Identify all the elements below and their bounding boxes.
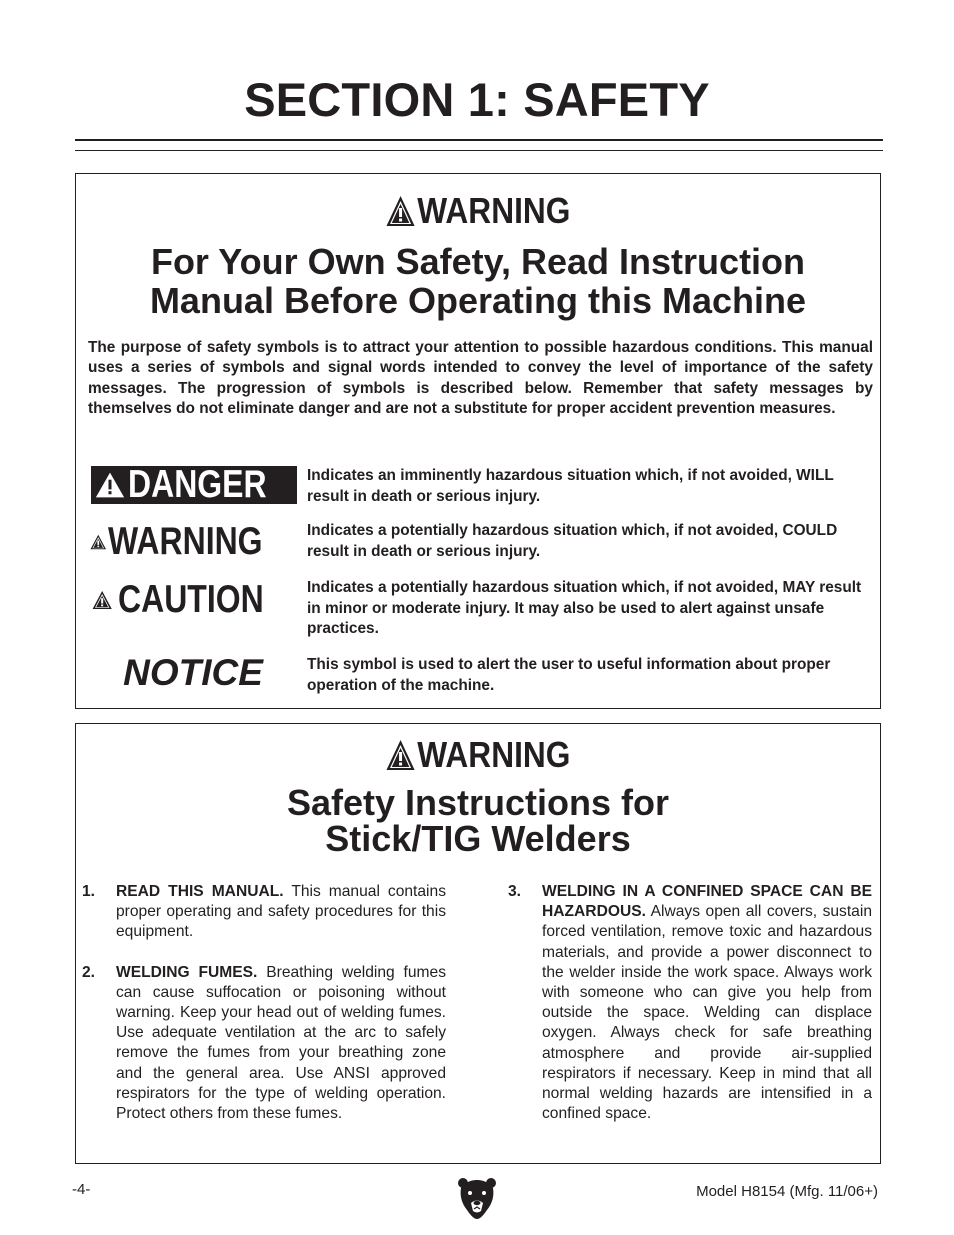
item-title: READ THIS MANUAL. bbox=[116, 883, 284, 900]
page-title: SECTION 1: SAFETY bbox=[244, 73, 710, 126]
item-body: Always open all covers, sustain forced ventilation, remove toxic and hazardous materials, and provide a power disconnect to the welder inside the work space. Always work with someone who can give you help from outside the space. Welding can displace oxygen. Always check for safe breathing atmosphere and provide air-supplied respirators if necessary. Keep in mind that all normal welding hazards are intensified in a confined space. bbox=[542, 903, 872, 1123]
page-number: -4- bbox=[72, 1181, 91, 1198]
caution-description: Indicates a potentially hazardous situation which, if not avoided, MAY result in minor or moderate injury. It may also be used to alert against unsafe practices. bbox=[307, 579, 862, 637]
warning-label: WARNING bbox=[417, 190, 571, 231]
title-rule-thick bbox=[75, 139, 883, 141]
box2-heading-line1: Safety Instructions for bbox=[286, 782, 670, 823]
model-info: Model H8154 (Mfg. 11/06+) bbox=[696, 1183, 878, 1200]
danger-symbol bbox=[91, 463, 297, 506]
title-rule-thin bbox=[75, 150, 883, 151]
bear-head-logo bbox=[457, 1176, 497, 1220]
welder-safety-box bbox=[75, 723, 881, 1164]
notice-description: This symbol is used to alert the user to useful information about proper operation of the machine. bbox=[307, 656, 831, 694]
list-item bbox=[508, 882, 872, 1124]
instructions-column-right bbox=[508, 882, 872, 1144]
warning-symbol bbox=[90, 520, 296, 564]
danger-label: DANGER bbox=[127, 463, 267, 506]
warning-triangle-icon bbox=[386, 195, 416, 227]
box2-heading-line2: Stick/TIG Welders bbox=[325, 818, 631, 859]
caution-label: CAUTION bbox=[118, 578, 265, 621]
safety-symbols-box bbox=[75, 173, 881, 709]
list-item bbox=[82, 963, 446, 1125]
warning-triangle-icon bbox=[386, 739, 416, 771]
item-body: This manual contains proper operating and safety procedures for this equipment. bbox=[116, 883, 446, 941]
danger-description: Indicates an imminently hazardous situation which, if not avoided, WILL result in death or serious injury. bbox=[307, 467, 834, 505]
warning-heading bbox=[124, 191, 832, 231]
warning-heading bbox=[124, 735, 832, 775]
warning-label: WARNING bbox=[417, 734, 571, 775]
instructions-column-left bbox=[82, 882, 446, 1144]
item-number: 2. bbox=[82, 963, 96, 981]
warning-description: Indicates a potentially hazardous situation which, if not avoided, COULD result in death or serious injury. bbox=[307, 522, 838, 560]
notice-symbol: NOTICE bbox=[123, 652, 263, 693]
caution-symbol bbox=[90, 578, 296, 622]
list-item bbox=[82, 882, 446, 943]
item-body: Breathing welding fumes can cause suffocation or poisoning without warning. Keep your head out of welding fumes. Use adequate ventilation at the arc to safely remove the fumes from your breathing zone and the general area. Use ANSI approved respirators for the type of welding operation. Protect others from these fumes. bbox=[116, 963, 447, 1123]
item-title: WELDING IN A CONFINED SPACE CAN BE HAZARDOUS. bbox=[542, 883, 872, 921]
intro-paragraph: The purpose of safety symbols is to attract your attention to possible hazardous conditions. This manual uses a series of symbols and signal words intended to convey the level of importance of the safety messages. The progression of symbols is described below. Remember that safety messages by themselves do not eliminate danger and are not a substitute for proper accident prevention measures. bbox=[88, 339, 873, 417]
item-number: 1. bbox=[82, 883, 96, 900]
item-title: WELDING FUMES. bbox=[116, 963, 258, 981]
danger-triangle-icon bbox=[95, 470, 125, 500]
box1-heading-line1: For Your Own Safety, Read Instruction bbox=[150, 241, 806, 282]
box1-heading-line2: Manual Before Operating this Machine bbox=[149, 280, 807, 321]
warning-symbol-label: WARNING bbox=[107, 520, 263, 563]
item-number: 3. bbox=[508, 883, 522, 900]
caution-triangle-icon bbox=[92, 582, 112, 618]
warning-triangle-icon bbox=[90, 524, 107, 560]
